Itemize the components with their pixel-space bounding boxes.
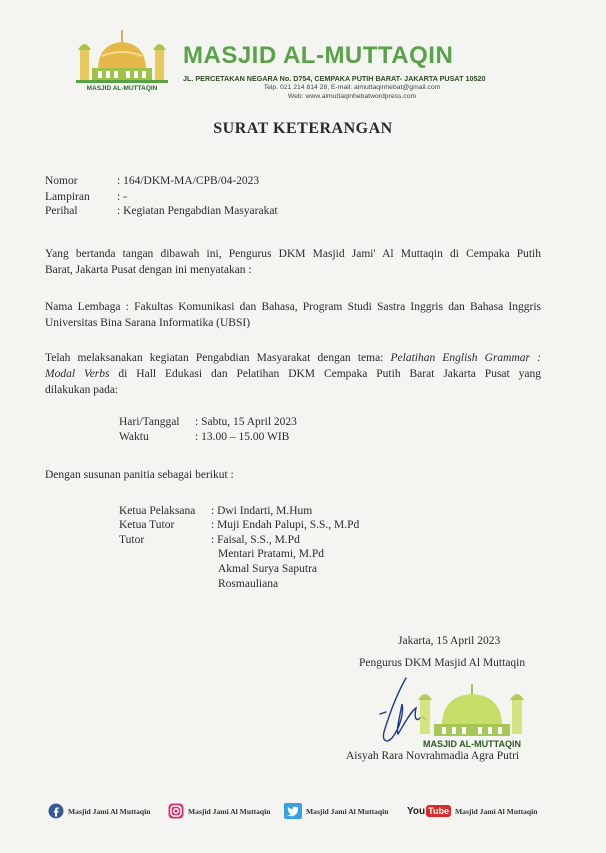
youtube-logo-tube: Tube xyxy=(428,806,449,816)
nomor-value: : 164/DKM-MA/CPB/04-2023 xyxy=(117,175,260,187)
activity-line-1-text: Telah melaksanakan kegiatan Pengabdian Masyarakat dengan tema: xyxy=(45,352,391,364)
youtube-icon xyxy=(407,805,451,817)
hari-label: Hari/Tanggal xyxy=(119,416,180,428)
ketua-pelaksana-value: : Dwi Indarti, M.Hum xyxy=(211,505,313,517)
logo-text: MASJID AL-MUTTAQIN xyxy=(86,85,158,92)
intro-paragraph xyxy=(45,246,541,278)
activity-line-3: dilakukan pada: xyxy=(45,384,119,396)
tutor-label: Tutor xyxy=(119,534,145,546)
nomor-label: Nomor xyxy=(45,175,78,187)
twitter-label: Masjid Jami Al Muttaqin xyxy=(306,806,389,816)
signer-position: Pengurus DKM Masjid Al Muttaqin xyxy=(359,657,526,669)
meta-nomor xyxy=(45,175,259,187)
org-name: MASJID AL-MUTTAQIN xyxy=(183,42,454,69)
activity-line-2 xyxy=(45,366,541,382)
lembaga-line-1: Nama Lembaga : Fakultas Komunikasi dan Bahasa, Program Studi Sastra Inggris dan Bahasa Inggris xyxy=(45,301,541,313)
activity-theme-part-1: Pelatihan English Grammar : xyxy=(390,352,541,364)
footer-instagram[interactable] xyxy=(168,800,270,822)
hari-value: : Sabtu, 15 April 2023 xyxy=(195,416,297,428)
footer-youtube[interactable] xyxy=(407,800,537,822)
tutor-name: Rosmauliana xyxy=(218,578,279,590)
instagram-icon xyxy=(168,803,184,819)
panitia-intro: Dengan susunan panitia sebagai berikut : xyxy=(45,469,234,481)
signer-name: Aisyah Rara Novrahmadia Agra Putri xyxy=(346,750,520,762)
mosque-stamp-icon xyxy=(412,684,532,754)
perihal-label: Perihal xyxy=(45,205,78,217)
youtube-logo-you: You xyxy=(407,805,426,817)
lembaga-paragraph xyxy=(45,299,541,331)
lampiran-label: Lampiran xyxy=(45,191,90,203)
org-website: Web: www.almuttaqinhebatwordpress.com xyxy=(287,93,417,100)
intro-line-1: Yang bertanda tangan dibawah ini, Pengurus DKM Masjid Jami' Al Muttaqin di Cempaka Putih xyxy=(45,248,541,260)
waktu-label: Waktu xyxy=(119,431,149,443)
tutor-value: : Faisal, S.S., M.Pd xyxy=(211,534,300,546)
activity-line-2-text: di Hall Edukasi dan Pelatihan DKM Cempaka Putih Barat Jakarta Pusat yang xyxy=(109,368,541,380)
footer-social-bar xyxy=(48,800,558,822)
footer-facebook[interactable] xyxy=(48,800,150,822)
schedule-time-row xyxy=(119,431,289,443)
youtube-label: Masjid Jami Al Muttaqin xyxy=(455,806,538,816)
place-date: Jakarta, 15 April 2023 xyxy=(398,635,501,647)
org-phone-email: Telp. 021 214 814 28, E-mail: almuttaqinhebat@gmail.com xyxy=(263,84,441,91)
schedule-date-row xyxy=(119,416,297,428)
org-address: JL. PERCETAKAN NEGARA No. D754, CEMPAKA PUTIH BARAT- JAKARTA PUSAT 10520 xyxy=(183,74,486,83)
ketua-pelaksana-label: Ketua Pelaksana xyxy=(119,505,196,517)
meta-perihal xyxy=(45,205,278,217)
activity-line-1 xyxy=(45,350,541,366)
footer-twitter[interactable] xyxy=(284,800,388,822)
lembaga-line-2: Universitas Bina Sarana Informatika (UBSI) xyxy=(45,317,251,329)
committee-ketua-pelaksana xyxy=(119,505,312,517)
tutor-name: Akmal Surya Saputra xyxy=(218,563,318,575)
stamp-text: MASJID AL-MUTTAQIN xyxy=(423,739,521,749)
tutor-name: Mentari Pratami, M.Pd xyxy=(218,548,325,560)
intro-line-2: Barat, Jakarta Pusat dengan ini menyatakan : xyxy=(45,264,252,276)
ketua-tutor-value: : Muji Endah Palupi, S.S., M.Pd xyxy=(211,519,360,531)
perihal-value: : Kegiatan Pengabdian Masyarakat xyxy=(117,205,278,217)
activity-paragraph xyxy=(45,350,541,398)
lampiran-value: : - xyxy=(117,191,127,203)
facebook-icon xyxy=(48,803,64,819)
document-title: SURAT KETERANGAN xyxy=(213,120,393,137)
waktu-value: : 13.00 – 15.00 WIB xyxy=(195,431,290,443)
ketua-tutor-label: Ketua Tutor xyxy=(119,519,175,531)
twitter-icon xyxy=(284,803,302,819)
committee-tutor xyxy=(119,534,300,546)
facebook-label: Masjid Jami Al Muttaqin xyxy=(68,806,151,816)
committee-ketua-tutor xyxy=(119,519,359,531)
meta-lampiran xyxy=(45,191,127,203)
instagram-label: Masjid Jami Al Muttaqin xyxy=(188,806,271,816)
activity-theme-part-2: Modal Verbs xyxy=(45,368,110,380)
